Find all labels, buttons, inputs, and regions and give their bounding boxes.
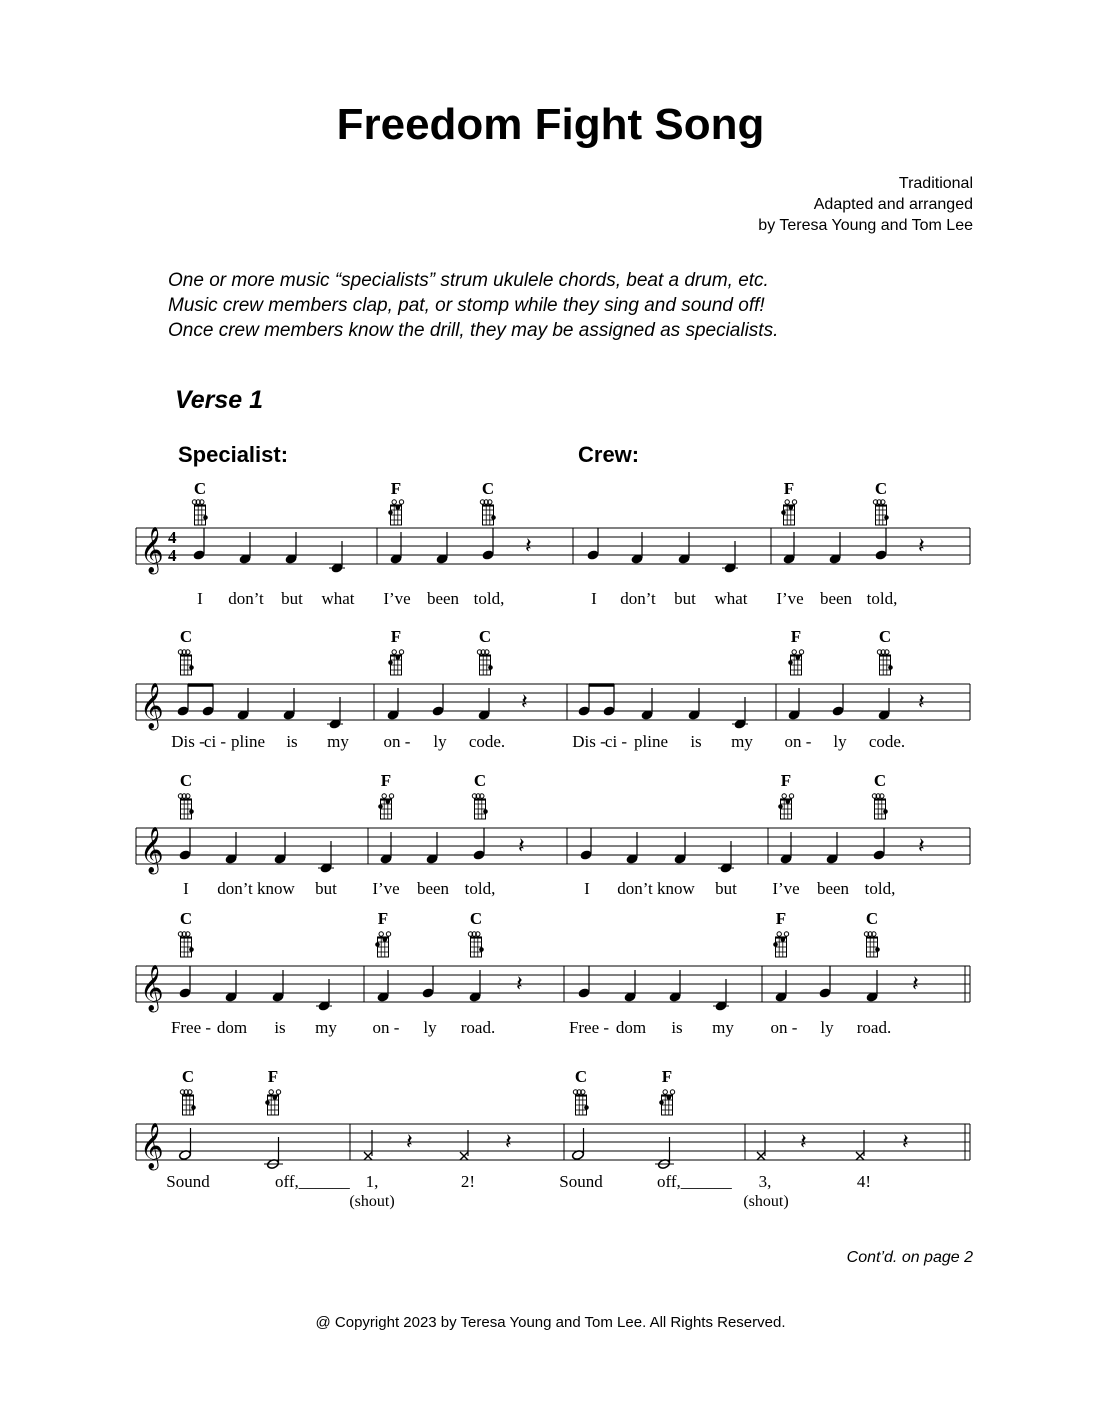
quarter-rest: 𝄽	[521, 690, 528, 715]
lyric-syllable: I	[183, 879, 189, 898]
lyric-syllable: my	[315, 1018, 337, 1037]
lyric-syllable: ly	[423, 1018, 437, 1037]
chord-name: F	[390, 479, 402, 498]
chord-diagram-c	[178, 771, 194, 819]
chord-name: F	[267, 1067, 279, 1086]
quarter-rest: 𝄽	[912, 972, 919, 997]
quarter-rest: 𝄽	[518, 834, 525, 859]
lyric-syllable: code.	[468, 732, 506, 751]
lyric-syllable: I	[197, 589, 203, 608]
lyric-syllable: I’ve	[772, 879, 800, 898]
chord-diagram-c	[480, 479, 496, 525]
lyric-syllable: on -	[770, 1018, 798, 1037]
chord-diagram-c	[180, 1067, 196, 1115]
song-title: Freedom Fight Song	[336, 100, 765, 149]
chord-diagram-f	[265, 1067, 281, 1115]
system-5	[136, 1067, 970, 1210]
notes	[179, 828, 885, 873]
lyric-syllable: 3,	[758, 1172, 772, 1191]
lyric-syllable: I’ve	[383, 589, 411, 608]
chord-name: C	[873, 771, 887, 790]
lyric-syllable: told,	[464, 879, 496, 898]
treble-clef: 𝄞	[140, 683, 164, 729]
x-noteheads	[364, 1130, 864, 1160]
chord-name: C	[574, 1067, 588, 1086]
lyric-syllable: been	[819, 589, 853, 608]
lyric-syllable: on -	[383, 732, 411, 751]
verse-label: Verse 1	[175, 386, 264, 414]
lyric-syllable: Sound	[166, 1172, 210, 1191]
chord-diagram-f	[375, 909, 391, 957]
crew-label: Crew:	[578, 442, 640, 467]
chord-name: C	[469, 909, 483, 928]
lyrics	[171, 732, 905, 751]
lyric-syllable: is	[671, 1018, 683, 1037]
chord-name: F	[775, 909, 787, 928]
credit-line-traditional: Traditional	[898, 175, 973, 192]
chord-name: C	[478, 627, 492, 646]
treble-clef: 𝄞	[140, 827, 164, 873]
quarter-rest: 𝄽	[918, 534, 925, 559]
lyric-syllable: what	[321, 589, 355, 608]
notes	[179, 1128, 674, 1169]
treble-clef: 𝄞	[140, 965, 164, 1011]
lyric-syllable: I’ve	[372, 879, 400, 898]
lyric-syllable: been	[416, 879, 450, 898]
lyric-syllable: 1,	[365, 1172, 379, 1191]
notes	[177, 684, 890, 729]
lyric-syllable: on -	[784, 732, 812, 751]
lyric-syllable: ly	[433, 732, 447, 751]
chord-diagram-f	[388, 479, 404, 525]
lyric-syllable: on -	[372, 1018, 400, 1037]
lyric-syllable: Free -	[568, 1018, 610, 1037]
chord-name: C	[473, 771, 487, 790]
lyric-syllable: ci -	[203, 732, 227, 751]
lyric-syllable: road.	[856, 1018, 892, 1037]
chord-diagram-c	[192, 479, 208, 525]
time-signature-top: 4	[168, 528, 177, 547]
lyric-syllable: off,______	[657, 1172, 732, 1191]
chord-name: C	[179, 771, 193, 790]
quarter-rest: 𝄽	[918, 690, 925, 715]
lyric-syllable: is	[690, 732, 702, 751]
chord-diagram-c	[178, 909, 194, 957]
quarter-rest: 𝄽	[800, 1130, 807, 1155]
chord-diagram-c	[877, 627, 893, 675]
lyric-syllable: road.	[460, 1018, 496, 1037]
lyric-syllable: dom	[615, 1018, 647, 1037]
quarter-rest: 𝄽	[918, 834, 925, 859]
quarter-rest: 𝄽	[406, 1130, 413, 1155]
time-signature-bottom: 4	[168, 546, 177, 565]
staff-lines	[136, 966, 970, 1002]
lyric-syllable: but	[715, 879, 737, 898]
quarter-rest: 𝄽	[505, 1130, 512, 1155]
chord-name: C	[874, 479, 888, 498]
chord-diagram-f	[788, 627, 804, 675]
system-4	[136, 909, 970, 1037]
treble-clef: 𝄞	[140, 1123, 164, 1169]
lyric-syllable: my	[712, 1018, 734, 1037]
chord-diagram-c	[477, 627, 493, 675]
chord-diagram-c	[472, 771, 488, 819]
chord-diagram-f	[388, 627, 404, 675]
lyric-syllable: off,______	[275, 1172, 350, 1191]
chord-diagram-c	[872, 771, 888, 819]
lyric-syllable: been	[816, 879, 850, 898]
system-3	[136, 771, 970, 898]
lyric-syllable: dom	[216, 1018, 248, 1037]
lyric-syllable: told,	[473, 589, 505, 608]
credit-line-authors: by Teresa Young and Tom Lee	[758, 217, 973, 234]
chord-name: C	[179, 627, 193, 646]
chord-diagram-f	[378, 771, 394, 819]
lyric-syllable: Dis -	[572, 732, 606, 751]
lyric-syllable: don’t	[620, 589, 656, 608]
chord-name: F	[790, 627, 802, 646]
lyric-syllable: been	[426, 589, 460, 608]
chord-name: F	[783, 479, 795, 498]
chord-name: F	[380, 771, 392, 790]
staff-lines	[136, 1124, 970, 1160]
lyric-syllable: Free -	[170, 1018, 212, 1037]
lyrics	[183, 879, 895, 898]
lyric-syllable: told,	[864, 879, 896, 898]
chord-name: C	[865, 909, 879, 928]
instruction-line: Once crew members know the drill, they may be assigned as specialists.	[168, 320, 779, 341]
continued-note: Cont’d. on page 2	[846, 1249, 973, 1266]
chord-name: F	[377, 909, 389, 928]
lyrics	[171, 1018, 891, 1037]
lyric-syllable: but	[281, 589, 303, 608]
quarter-rest: 𝄽	[525, 534, 532, 559]
chord-name: C	[193, 479, 207, 498]
staff-lines	[136, 528, 970, 564]
chord-diagram-c	[178, 627, 194, 675]
credit-line-adapted: Adapted and arranged	[813, 196, 973, 213]
chord-name: C	[179, 909, 193, 928]
lyric-syllable: is	[286, 732, 298, 751]
lyric-syllable: Dis -	[171, 732, 205, 751]
staff-lines	[136, 828, 970, 864]
staff-lines	[136, 684, 970, 720]
lyrics	[197, 589, 897, 608]
lyric-syllable: my	[731, 732, 753, 751]
lyric-syllable: what	[714, 589, 748, 608]
system-1	[136, 479, 970, 608]
lyric-syllable: Sound	[559, 1172, 603, 1191]
lyric-syllable: but	[674, 589, 696, 608]
shout-direction: (shout)	[349, 1193, 395, 1210]
lyric-syllable: is	[274, 1018, 286, 1037]
lyric-syllable: 4!	[856, 1172, 872, 1191]
treble-clef: 𝄞	[140, 527, 164, 573]
chord-name: F	[780, 771, 792, 790]
chord-diagram-c	[573, 1067, 589, 1115]
chord-diagram-f	[659, 1067, 675, 1115]
lyric-syllable: ly	[833, 732, 847, 751]
lyrics	[166, 1172, 871, 1210]
lyric-syllable: told,	[866, 589, 898, 608]
notes	[179, 966, 878, 1011]
chord-diagram-c	[864, 909, 880, 957]
quarter-rest: 𝄽	[902, 1130, 909, 1155]
copyright-notice: @ Copyright 2023 by Teresa Young and Tom Lee. All Rights Reserved.	[315, 1314, 786, 1331]
chord-diagram-c	[873, 479, 889, 525]
lyric-syllable: my	[327, 732, 349, 751]
lyric-syllable: I	[591, 589, 597, 608]
lyric-syllable: but	[315, 879, 337, 898]
chord-name: C	[481, 479, 495, 498]
lyric-syllable: I	[584, 879, 590, 898]
chord-name: C	[878, 627, 892, 646]
lyric-syllable: pline	[231, 732, 265, 751]
lyric-syllable: code.	[868, 732, 906, 751]
chord-diagram-f	[773, 909, 789, 957]
instruction-line: One or more music “specialists” strum ukulele chords, beat a drum, etc.	[168, 270, 769, 291]
lyric-syllable: ci -	[604, 732, 628, 751]
lyric-syllable: don’t know	[217, 879, 295, 898]
chord-diagram-f	[781, 479, 797, 525]
shout-direction: (shout)	[743, 1193, 789, 1210]
chord-diagram-c	[468, 909, 484, 957]
lyric-syllable: don’t	[228, 589, 264, 608]
lyric-syllable: don’t know	[617, 879, 695, 898]
chord-name: F	[390, 627, 402, 646]
quarter-rest: 𝄽	[516, 972, 523, 997]
notes	[193, 528, 887, 573]
lyric-syllable: pline	[634, 732, 668, 751]
chord-diagram-f	[778, 771, 794, 819]
chord-name: F	[661, 1067, 673, 1086]
system-2	[136, 627, 970, 751]
chord-name: C	[181, 1067, 195, 1086]
specialist-label: Specialist:	[178, 442, 289, 467]
lyric-syllable: I’ve	[776, 589, 804, 608]
lyric-syllable: ly	[820, 1018, 834, 1037]
lyric-syllable: 2!	[460, 1172, 476, 1191]
instruction-line: Music crew members clap, pat, or stomp while they sing and sound off!	[168, 295, 765, 316]
